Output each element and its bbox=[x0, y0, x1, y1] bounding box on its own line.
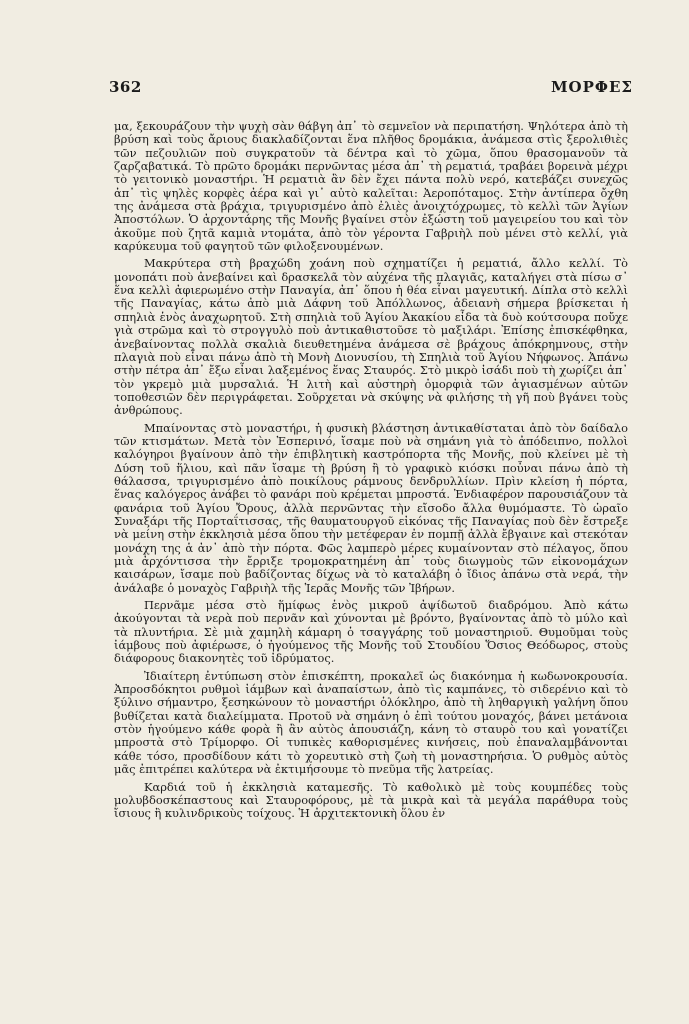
page-header bbox=[109, 78, 633, 102]
paragraph: Μακρύτερα στὴ βραχώδη χοάνη ποὺ σχηματίζει ἡ ρεματιά, ἄλλο κελλί. Τὸ μονοπάτι ποὺ ἀνεβαίνει καὶ δρασκελᾶ τὸν αὐχένα τῆς πλαγιᾶς, καταλήγει στὰ πίσω σ᾿ ἕνα κελλὶ ἀφιερωμένο στὴν Παναγία, ἀπ᾿ ὅπου ἡ θέα εἶναι μαγευτική. Δίπλα στὸ κελλὶ τῆς Παναγίας, κάτω ἀπὸ μιὰ Δάφνη τοῦ Ἀπόλλωνος, ἀδειανὴ σήμερα βρίσκεται ἡ σπηλιὰ ἑνὸς ἀναχωρητοῦ. Στὴ σπηλιὰ τοῦ Ἁγίου Ἀκακίου εἶδα τὰ δυὸ κούτσουρα ποὔχε γιὰ στρῶμα καὶ τὸ στρογγυλὸ ποὺ ἀντικαθιστοῦσε τὸ μαξιλάρι. Ἐπίσης ἐπισκέφθηκα, ἀνεβαίνοντας πολλὰ σκαλιὰ διευθετημένα ἀνάμεσα σὲ βράχους ἀπόκρημνους, στὴν πλαγιὰ ποὺ εἶναι πάνω ἀπὸ τὴ Μονὴ Διονυσίου, τὴ Σπηλιὰ τοῦ Ἁγίου Νήφωνος. Ἀπάνω στὴν πέτρα ἀπ᾿ ἔξω εἶναι λαξεμένος ἕνας Σταυρός. Στὸ μικρὸ ἰσάδι ποὺ τὴ χωρίζει ἀπ᾿ τὸν γκρεμὸ μιὰ μυρσαλιά. Ἡ λιτὴ καὶ αὐστηρὴ ὀμορφιὰ τῶν ἁγιασμένων αὐτῶν τοποθεσιῶν δὲν περιγράφεται. Σοῦρχεται νὰ σκύψης νὰ φιλήσης τὴ γῆ ποὺ βγάνει τοὺς ἀνθρώπους. bbox=[114, 256, 628, 418]
body-text bbox=[114, 120, 628, 825]
paragraph: Ἰδιαίτερη ἐντύπωση στὸν ἐπισκέπτη, προκαλεῖ ὡς διακόνημα ἡ κωδωνοκρουσία. Ἀπροσδόκητοι ρυθμοὶ ἰάμβων καὶ ἀναπαίστων, ἀπὸ τὶς καμπάνες, τὸ σιδερένιο καὶ τὸ ξύλινο σήμαντρο, ξεσηκώνουν τὸ μοναστήρι ὁλόκληρο, ἀπὸ τὴ ληθαργικὴ γαλήνη ὅπου βυθίζεται κατὰ διαλείμματα. Προτοῦ νὰ σημάνη ὁ ἐπὶ τούτου μοναχός, βάνει μετάνοια στὸν ἡγούμενο κάθε φορὰ ἢ ἂν αὐτὸς ἀπουσιάζη, κάνη τὸ σταυρὸ του καὶ γονατίζει μπροστὰ στὸ Τρίμορφο. Οἱ τυπικὲς καθορισμένες κινήσεις, ποὺ ἐπαναλαμβάνονται κάθε τόσο, προσδίδουν κάτι τὸ χορευτικὸ στὴ ζωὴ τὴ μοναστηρήσια. Ὁ ρυθμὸς αὐτὸς μᾶς ἐπιτρέπει καλύτερα νὰ ἐκτιμήσουμε τὸ πνεῦμα τῆς λατρείας. bbox=[114, 668, 628, 777]
paragraph: μα, ξεκουράζουν τὴν ψυχὴ σὰν θάβγη ἀπ᾿ τὸ σεμνεῖον νὰ περιπατήση. Ψηλότερα ἀπὸ τὴ βρύση καὶ τοὺς ἄριους διακλαδίζονται ἕνα πλῆθος δρομάκια, ἀνάμεσα στὶς ξερολιθιὲς τῶν πεζουλιῶν ποὺ συγκρατοῦν τὰ δέντρα καὶ τὸ χῶμα, ὅπου θρασομανοῦν τὰ ζαρζαβατικά. Τὸ πρῶτο δρομάκι περνῶντας μέσα ἀπ᾿ τὴ ρεματιά, τραβάει βορεινὰ μέχρι τὸ γειτονικὸ μοναστήρι. Ἡ ρεματιὰ ἂν δὲν ἔχει πάντα πολὺ νερό, κατεβάζει συνεχῶς ἀπ᾿ τὶς ψηλὲς κορφὲς ἀέρα καὶ γι᾿ αὐτὸ καλεῖται: Ἀεροπόταμος. Στὴν ἀντίπερα ὄχθη της ἀνάμεσα στὰ βράχια, τριγυρισμένο ἀπὸ ἐλιὲς ἀνοιχτόχρωμες, τὸ κελλὶ τῶν Ἁγίων Ἀποστόλων. Ὁ ἀρχοντάρης τῆς Μονῆς βγαίνει στὸν ἐξώστη τοῦ μαγειρείου του καὶ τὸν ἀκοῦμε ποὺ ζητᾶ καμιὰ ντομάτα, ἀπὸ τὸν γέροντα Γαβριὴλ ποὺ μένει στὸ κελλί, γιὰ καρύκευμα τοῦ φαγητοῦ τῶν φιλοξενουμένων. bbox=[114, 119, 628, 254]
paragraph: Μπαίνοντας στὸ μοναστήρι, ἡ φυσικὴ βλάστηση ἀντικαθίσταται ἀπὸ τὸν δαίδαλο τῶν κτισμάτων. Μετὰ τὸν Ἑσπερινό, ἴσαμε ποὺ νὰ σημάνη γιὰ τὸ ἀπόδειπνο, πολλοὶ καλόγηροι βγαίνουν ἀπὸ τὴν ἐπιβλητικὴ καστρόπορτα τῆς Μονῆς, ποὺ κλείνει μὲ τὴ Δύση τοῦ ἥλιου, καὶ πᾶν ἴσαμε τὴ βρύση ἢ τὸ γραφικὸ κιόσκι ποὖναι πάνω ἀπὸ τὴ θάλασσα, τριγυρισμένο ἀπὸ ποικίλους ράμνους δενδρυλλίων. Πρὶν κλείση ἡ πόρτα, ἕνας καλόγερος ἀνάβει τὸ φανάρι ποὺ κρέμεται μπροστά. Ἐνδιαφέρον παρουσιάζουν τὰ φανάρια τοῦ Ἁγίου Ὄρους, ἀλλὰ περνῶντας τὴν εἴσοδο ἄλλα θυμόμαστε. Τὸ ὡραῖο Συναξάρι τῆς Πορταΐτισσας, τῆς θαυματουργοῦ εἰκόνας τῆς Παναγίας ποὺ δὲν ἔστρεξε νὰ μείνη στὴν ἐκκλησιὰ μέσα ὅπου τὴν μετέφεραν ἐν πομπῇ ἀλλὰ ἔβγαινε καὶ στεκόταν μονάχη της ἁ ἀν᾿ ἀπὸ τὴν πόρτα. Φῶς λαμπερὸ μέρες κυμαίνονταν στὸ πέλαγος, ὅπου μιὰ ἀρχόντισσα τὴν ἔρριξε τρομοκρατημένη ἀπ᾿ τοὺς διωγμοὺς τῶν εἰκονομάχων καισάρων, ἴσαμε ποὺ βαδίζοντας δίχως νὰ τὸ καταλάβη ὁ ἴδιος ἀπάνω στὰ νερά, τὴν ἀνάλαβε ὁ μοναχὸς Γαβριὴλ τῆς Ἱερᾶς Μονῆς τῶν Ἰβήρων. bbox=[114, 420, 628, 595]
page-number: 362 bbox=[109, 78, 142, 96]
running-title: ΜΟΡΦΕΣ bbox=[550, 78, 633, 96]
paragraph: Περνᾶμε μέσα στὸ ἥμίφως ἑνὸς μικροῦ ἀψίδωτοῦ διαδρόμου. Ἀπὸ κάτω ἀκούγονται τὰ νερὰ ποὺ περνᾶν καὶ χύνονται μὲ βρόντο, βγαίνοντας ἀπὸ τὸ μύλο καὶ τὰ πλυντήρια. Σὲ μιὰ χαμηλὴ κάμαρη ὁ τσαγγάρης τοῦ μοναστηριοῦ. Θυμοῦμαι τοὺς ἰάμβους ποὺ ἀφιέρωσε, ὁ ἡγούμενος τῆς Μονῆς τοῦ Στουδίου Ὅσιος Θεόδωρος, στοὺς διάφορους διακονητὲς τοῦ ἱδρύματος. bbox=[114, 598, 628, 666]
paragraph: Καρδιά τοῦ ἡ ἐκκλησιὰ καταμεσῆς. Τὸ καθολικὸ μὲ τοὺς κουμπέδες τοὺς μολυβδοσκέπαστους καὶ Σταυροφόρους, μὲ τὰ μικρὰ καὶ τὰ μεγάλα παράθυρα τοὺς ἴσιους ἢ κυλινδρικοὺς τοίχους. Ἡ ἀρχιτεκτονικὴ ὅλου ἐν bbox=[114, 779, 628, 821]
